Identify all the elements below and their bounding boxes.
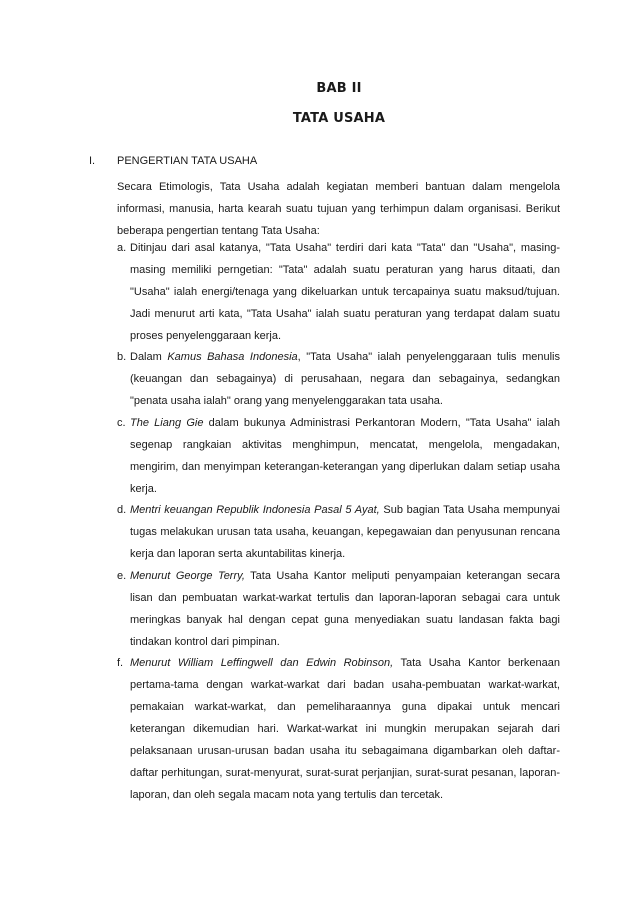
item-label: b. bbox=[117, 351, 127, 363]
section-intro: Secara Etimologis, Tata Usaha adalah kegiatan memberi bantuan dalam mengelola informasi, manusia, harta kearah suatu tujuan yang terhimpun dalam organisasi. Berikut beberapa pengertian tentang Tata Usaha: bbox=[117, 181, 560, 237]
item-text: The Liang Gie dalam bukunya Administrasi Perkantoran Modern, "Tata Usaha" ialah segenap rangkaian aktivitas menghimpun, mencatat, mengelola, mengadakan, mengirim, dan menyimpan keterangan-keterangan yang diperlukan dalam setiap usaha kerja. bbox=[130, 417, 560, 495]
item-text: Menurut George Terry, Tata Usaha Kantor meliputi penyampaian keterangan secara lisan dan pembuatan warkat-warkat tertulis dan laporan-laporan sebagai cara untuk meringkas banyak hal dengan cepat guna menyediakan suatu landasan fakta bagi tindakan kontrol dari pimpinan. bbox=[130, 570, 560, 648]
chapter-title: TATA USAHA bbox=[292, 111, 386, 126]
item-label: a. bbox=[117, 242, 127, 254]
item-source: Kamus Bahasa Indonesia bbox=[167, 351, 298, 363]
item-source: Mentri keuangan Republik Indonesia Pasal 5 Ayat, bbox=[130, 504, 380, 516]
item-label: d. bbox=[117, 504, 127, 516]
chapter-heading: BAB II bbox=[316, 81, 362, 96]
item-text: Ditinjau dari asal katanya, "Tata Usaha" terdiri dari kata "Tata" dan "Usaha", masing-masing memiliki perngetian: "Tata" adalah suatu peraturan yang harus ditaati, dan "Usaha" ialah energi/tenaga yang dikeluarkan untuk tercapainya suatu maksud/tujuan. Jadi menurut arti kata, "Tata Usaha" ialah suatu peraturan yang terdapat dalam suatu proses penyelenggaraan kerja. bbox=[130, 242, 560, 342]
item-label: f. bbox=[117, 657, 124, 669]
section-title: PENGERTIAN TATA USAHA bbox=[117, 155, 258, 167]
section-number: I. bbox=[89, 155, 96, 167]
item-label: e. bbox=[117, 570, 127, 582]
item-text: Mentri keuangan Republik Indonesia Pasal 5 Ayat, Sub bagian Tata Usaha mempunyai tugas melakukan urusan tata usaha, keuangan, kepegawaian dan penyusunan rencana kerja dan laporan serta akuntabilitas kinerja. bbox=[130, 504, 560, 560]
item-label: c. bbox=[117, 417, 126, 429]
item-source: Menurut George Terry, bbox=[130, 570, 245, 582]
item-source: Menurut William Leffingwell dan Edwin Robinson, bbox=[130, 657, 394, 669]
item-text: Dalam Kamus Bahasa Indonesia, "Tata Usaha" ialah penyelenggaraan tulis menulis (keuangan dan sebagainya) di perusahaan, negara dan sebagainya, sedangkan "penata usaha ialah" orang yang menyelenggarakan tata usaha. bbox=[130, 351, 560, 407]
item-text: Menurut William Leffingwell dan Edwin Robinson, Tata Usaha Kantor berkenaan pertama-tama dengan warkat-warkat dari badan usaha-pembuatan warkat-warkat, pemakaian warkat-warkat, dan pemeliharaannya guna dipakai untuk mencari keterangan dikemudian hari. Warkat-warkat ini mungkin merupakan sejarah dari pelaksanaan urusan-urusan badan usaha itu sebagaimana digambarkan oleh daftar-daftar perhitungan, surat-menyurat, surat-surat perjanjian, surat-surat pesanan, laporan-laporan, dan oleh segala macam nota yang tertulis dan tercetak. bbox=[130, 657, 560, 801]
item-source: The Liang Gie bbox=[130, 417, 204, 429]
